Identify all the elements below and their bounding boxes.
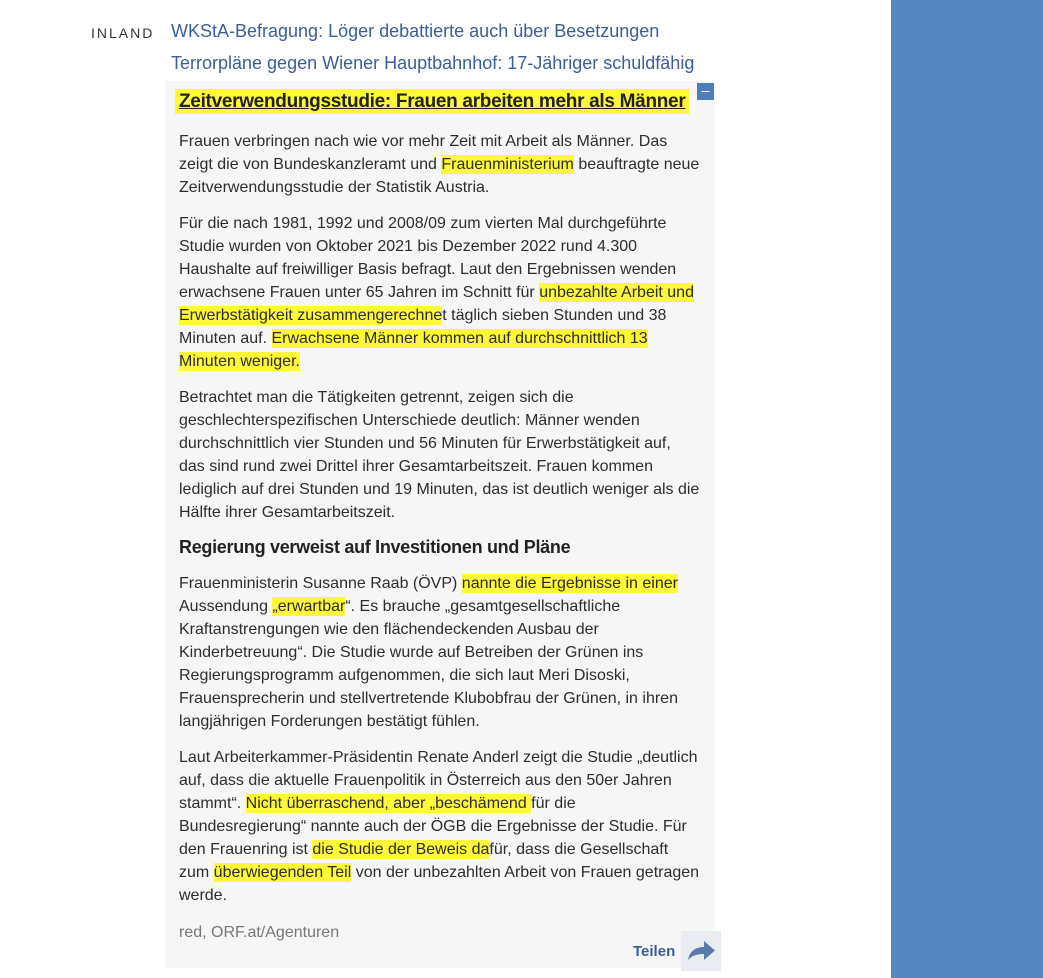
story-body (179, 130, 701, 920)
paragraph-3: Betrachtet man die Tätigkeiten getrennt, zeigen sich die geschlechterspezifischen Unterschiede deutlich: Männer wenden durchschnittlich vier Stunden und 56 Minuten für Erwerbstätigkeit auf, das sind rund zwei Drittel ihrer Gesamtarbeitszeit. Frauen kommen lediglich auf drei Stunden und 19 Minuten, das ist deutlich weniger als die Hälfte ihrer Gesamtarbeitszeit. (179, 389, 700, 521)
highlight: „erwartbar (272, 598, 346, 615)
paragraph-2: Für die nach 1981, 1992 und 2008/09 zum vierten Mal durchgeführte Studie wurden von Oktober 2021 bis Dezember 2022 rund 4.300 Haushalte auf freiwilliger Basis befragt. Laut den Ergebnissen wenden erwachsene Frauen unter 65 Jahren im Schnitt für unbezahlte Arbeit und Erwerbstätigkeit zusammengerechnet täglich sieben Stunden und 38 Minuten auf. Erwachsene Männer kommen auf durchschnittlich 13 Minuten weniger. (179, 215, 694, 370)
story-title[interactable]: Zeitverwendungsstudie: Frauen arbeiten mehr als Männer (179, 91, 689, 113)
highlight: die Studie der Beweis da (312, 841, 490, 858)
teaser-link-terrorplaene[interactable]: Terrorpläne gegen Wiener Hauptbahnhof: 17-Jähriger schuldfähig (171, 53, 695, 73)
story-panel (165, 81, 715, 968)
collapse-button[interactable] (697, 83, 714, 100)
highlight: Erwachsene Männer kommen auf durchschnittlich 13 Minuten weniger. (179, 330, 648, 370)
paragraph-1: Frauen verbringen nach wie vor mehr Zeit mit Arbeit als Männer. Das zeigt die von Bundeskanzleramt und Frauenministerium beauftragte neue Zeitverwendungsstudie der Statistik Austria. (179, 133, 700, 196)
minus-icon: – (701, 82, 710, 98)
highlight: überwiegenden Teil (213, 864, 352, 881)
share-label: Teilen (633, 942, 676, 960)
highlight: unbezahlte Arbeit und Erwerbstätigkeit zusammengerechne (179, 284, 694, 324)
share-button[interactable] (633, 931, 721, 971)
highlight: Frauenministerium (441, 156, 574, 173)
paragraph-5: Laut Arbeiterkammer-Präsidentin Renate Anderl zeigt die Studie „deutlich auf, dass die aktuelle Frauenpolitik in Österreich aus den 50er Jahren stammt“. Nicht überraschend, aber „beschämend für die Bundesregierung“ nannte auch der ÖGB die Ergebnisse der Studie. Für den Frauenring ist die Studie der Beweis dafür, dass die Gesellschaft zum überwiegenden Teil von der unbezahlten Arbeit von Frauen getragen werde. (179, 749, 700, 904)
teaser-link-loeger[interactable]: WKStA-Befragung: Löger debattierte auch über Besetzungen (171, 21, 660, 41)
paragraph-4: Frauenministerin Susanne Raab (ÖVP) nannte die Ergebnisse in einer Aussendung „erwartbar“. Es brauche „gesamtgesellschaftliche Kraftanstrengungen wie den flächendeckenden Ausbau der Kinderbetreuung“. Die Studie wurde auf Betreiben der Grünen ins Regierungsprogramm aufgenommen, die sich laut Meri Disoski, Frauensprecherin und stellvertretende Klubobfrau der Grünen, in ihren langjährigen Forderungen bestätigt fühlen. (179, 575, 678, 730)
share-arrow-icon (681, 931, 721, 971)
section-label: INLAND (91, 25, 155, 41)
highlight: Nicht überraschend, aber „beschämend (245, 795, 532, 812)
highlight: nannte die Ergebnisse in einer (461, 575, 678, 592)
subheading: Regierung verweist auf Investitionen und Pläne (179, 537, 571, 557)
right-sidebar-background (891, 0, 1043, 978)
source-credit: red, ORF.at/Agenturen (179, 924, 340, 941)
